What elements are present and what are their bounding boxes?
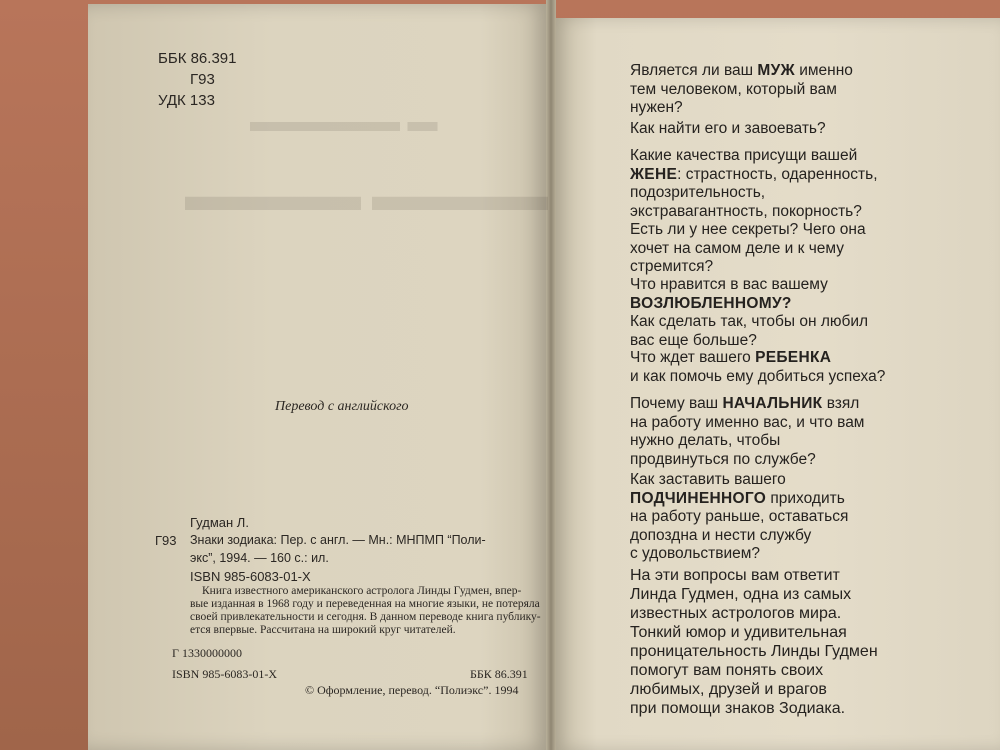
q1-line: тем человеком, который вам xyxy=(630,80,837,98)
show-through-title: ▬▬▬▬ ▬▬▬▬ xyxy=(185,171,548,220)
q1-text-end: именно xyxy=(794,62,853,79)
q3-line: экстравагантность, покорность? xyxy=(630,202,862,220)
q3-keyword: ЖЕНЕ xyxy=(630,165,678,183)
q5-text: Что ждет вашего xyxy=(630,349,756,366)
q3-line: хочет на самом деле и к чему xyxy=(630,239,844,257)
catalog-isbn: ISBN 985-6083-01-X xyxy=(190,569,311,584)
index-code: Г93 xyxy=(190,71,215,88)
q7-text: приходить xyxy=(766,489,845,507)
annotation-line: вые изданная в 1968 году и переведенная на многие языки, не потеряла xyxy=(190,598,540,610)
q3-line: Есть ли у нее секреты? Чего она xyxy=(630,221,866,238)
q6-line: продвинуться по службе? xyxy=(630,450,816,468)
q4-line: Что нравится в вас вашему xyxy=(630,276,828,293)
question-how-find xyxy=(630,120,990,139)
catalog-title-line1: Знаки зодиака: Пер. с англ. — Мн.: МНПМП “Поли- xyxy=(190,533,486,547)
q6-text: Почему ваш xyxy=(630,395,723,412)
answer-line: проницательность Линды Гудмен xyxy=(630,643,878,660)
q6-text-end: взял xyxy=(822,395,860,412)
bbk-code: ББК 86.391 xyxy=(158,50,237,67)
q3-line: стремится? xyxy=(630,258,714,275)
catalog-author: Гудман Л. xyxy=(190,515,249,530)
code-number: Г 1330000000 xyxy=(172,646,242,660)
q6-line: на работу именно вас, и что вам xyxy=(630,413,865,431)
q7-line: допоздна и нести службу xyxy=(630,526,812,544)
question-beloved xyxy=(630,276,990,350)
q3-line: подозрительность, xyxy=(630,184,766,201)
q1-line: нужен? xyxy=(630,99,683,116)
annotation-line: своей привлекательности и сегодня. В данном переводе книга публику- xyxy=(190,611,541,623)
book-spine xyxy=(546,0,556,750)
answer-line: Тонкий юмор и удивительная xyxy=(630,624,847,641)
translation-note: Перевод с английского xyxy=(275,399,409,414)
copyright-line: © Оформление, перевод. “Полиэкс”. 1994 xyxy=(305,683,519,697)
bbk-bottom: ББК 86.391 xyxy=(470,667,528,681)
question-husband xyxy=(630,62,990,118)
q7-line: с удовольствием? xyxy=(630,545,761,562)
q6-line: нужно делать, чтобы xyxy=(630,432,781,449)
answer-line: На эти вопросы вам ответит xyxy=(630,567,840,584)
answer-line: известных астрологов мира. xyxy=(630,605,842,622)
show-through-author: ▬ ▬▬▬▬▬ xyxy=(250,105,438,138)
q1-text: Является ли ваш xyxy=(630,62,758,79)
catalog-title-line2: экс”, 1994. — 160 с.: ил. xyxy=(190,551,329,565)
q5-line: и как помочь ему добиться успеха? xyxy=(630,367,886,385)
q4-line: Как сделать так, чтобы он любил xyxy=(630,313,869,330)
q3-text: : страстность, одаренность, xyxy=(677,165,878,183)
answer-line: любимых, друзей и врагов xyxy=(630,681,827,698)
question-child xyxy=(630,349,990,386)
answer-line: при помощи знаков Зодиака. xyxy=(630,700,846,717)
q1-keyword: МУЖ xyxy=(757,62,795,79)
annotation-line: ется впервые. Рассчитана на широкий круг читателей. xyxy=(190,624,456,636)
answer-line: Линда Гудмен, одна из самых xyxy=(630,586,852,603)
q6-keyword: НАЧАЛЬНИК xyxy=(722,395,823,412)
question-subordinate xyxy=(630,471,990,564)
annotation-line: Книга известного американского астролога Линды Гудмен, впер- xyxy=(202,585,522,597)
q4-keyword: ВОЗЛЮБЛЕННОМУ? xyxy=(630,294,792,312)
q4-line: вас еще больше? xyxy=(630,331,757,349)
udk-code: УДК 133 xyxy=(158,92,215,109)
answer-paragraph xyxy=(630,566,990,718)
q7-line: на работу раньше, оставаться xyxy=(630,508,849,525)
answer-line: помогут вам понять своих xyxy=(630,662,824,679)
q7-keyword: ПОДЧИНЕННОГО xyxy=(630,489,767,507)
q5-keyword: РЕБЕНКА xyxy=(755,349,832,366)
catalog-index: Г93 xyxy=(155,533,177,548)
q3-line: Какие качества присущи вашей xyxy=(630,147,858,164)
q7-line: Как заставить вашего xyxy=(630,471,786,488)
q2-text: Как найти его и завоевать? xyxy=(630,120,826,137)
isbn-bottom: ISBN 985-6083-01-X xyxy=(172,667,277,681)
question-boss xyxy=(630,395,990,469)
question-wife xyxy=(630,147,990,277)
